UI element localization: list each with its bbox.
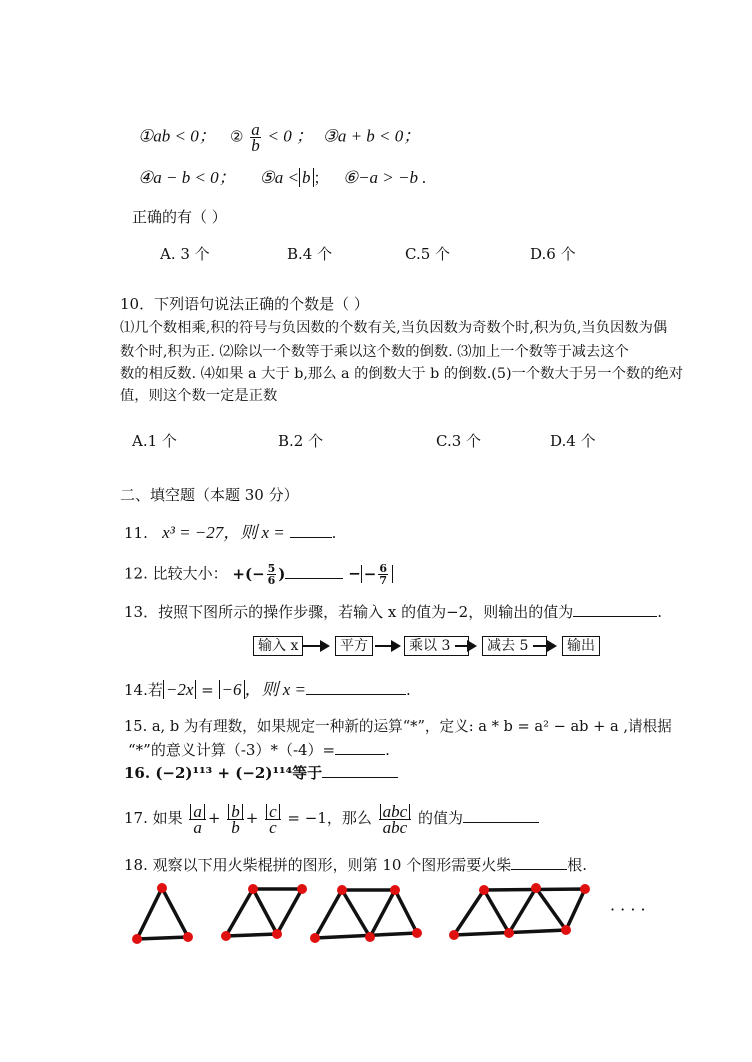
q11-end: . [331, 524, 337, 542]
match-heads [132, 883, 590, 944]
q15-end: . [385, 741, 390, 759]
q11-expr: x³ = −27，则 x = [162, 523, 285, 542]
q9-frac-den: b [251, 136, 260, 155]
q17-answer-blank[interactable] [463, 808, 539, 823]
q9-item3: ③a + b < 0； [322, 126, 421, 146]
q17-frac-a [189, 801, 206, 837]
q15-answer-blank[interactable] [335, 740, 385, 755]
q10-title: 10．下列语句说法正确的个数是（ ） [120, 295, 369, 313]
q17-c-den: c [269, 817, 277, 837]
q14-end: . [406, 681, 411, 699]
q17-frac-abc [379, 801, 412, 837]
q17-eq: = −1，那么 [287, 809, 372, 827]
q17-b-den: b [231, 817, 240, 837]
q18-text [124, 855, 587, 875]
q13-text [124, 602, 662, 622]
flow-subtract-box: 减去 5 [482, 636, 547, 656]
q12-a-close: ) [278, 564, 286, 583]
q14-b: −6 [219, 680, 245, 699]
q12-b-sign: − [363, 564, 377, 583]
q16-answer-blank[interactable] [322, 763, 398, 778]
q12-a-frac [267, 563, 277, 586]
q12-a-num: 5 [267, 562, 276, 575]
q18-question: 18. 观察以下用火柴棍拼的图形，则第 10 个图形需要火柴 [124, 856, 512, 874]
q17-frac-c [265, 801, 281, 837]
q10-option-c: C.3 个 [436, 432, 482, 450]
q12 [124, 563, 393, 586]
flow-square-box: 平方 [335, 636, 373, 656]
q17-a-abs: a [190, 804, 205, 819]
q12-b-abs [361, 562, 393, 587]
q9-item6: ⑥−a > −b . [342, 168, 427, 187]
q16-text: 16. (−2)¹¹³ + (−2)¹¹⁴等于 [124, 764, 323, 782]
q17-b-abs: b [228, 804, 243, 819]
q15-line2 [128, 740, 390, 760]
q10-body-2: 数个时,积为正. ⑵除以一个数等于乘以这个数的倒数. ⑶加上一个数等于减去这个 [120, 344, 629, 360]
q16 [124, 763, 398, 783]
q17-abc-den: abc [382, 817, 408, 837]
section-title: 二、填空题（本题 30 分） [120, 486, 299, 504]
q15-line1: 15. a, b 为有理数，如果规定一种新的运算“*”，定义: a * b = a² − ab + a ,请根据 [124, 718, 672, 735]
q12-text: 12. 比较大小： [124, 564, 228, 583]
q13-question: 13．按照下图所示的操作步骤，若输入 x 的值为−2，则输出的值为 [124, 603, 574, 621]
q11-num: 11. [124, 524, 148, 542]
q12-mid: − [348, 564, 361, 583]
q12-a-den: 6 [267, 574, 276, 587]
q17-post: 的值为 [417, 809, 463, 827]
q10-option-a: A.1 个 [132, 432, 177, 450]
flow-input-box: 输入 x [253, 636, 303, 656]
q13-answer-blank[interactable] [573, 602, 657, 617]
q10-option-b: B.2 个 [278, 432, 324, 450]
q11-answer-blank[interactable] [290, 523, 332, 538]
q9-option-d: D.6 个 [530, 245, 576, 263]
q11 [124, 523, 336, 543]
q13-end: . [657, 603, 662, 621]
flow-output-box: 输出 [562, 636, 600, 656]
q17-frac-b [227, 801, 244, 837]
q9-prompt: 正确的有（ ） [132, 208, 227, 226]
q9-line2 [138, 168, 426, 188]
q17-a-den: a [193, 817, 202, 837]
flow-arrow-3 [455, 645, 475, 647]
q18-end: 根. [567, 856, 588, 874]
figure-1 [137, 888, 188, 939]
figure-2 [226, 889, 302, 936]
q10-body-3: 数的相反数. ⑷如果 a 大于 b,那么 a 的倒数大于 b 的倒数.(5)一个数大于另一个数的绝对 [120, 366, 684, 382]
q12-b-den: 7 [379, 574, 387, 587]
q12-answer-blank[interactable] [285, 564, 343, 579]
q17: 17. 如果 $\frac{a}{a}$ + $\frac{b}{b}$ + $\frac{c}{c}$ = −1，那么 $\frac{\text{abc}}{\text{abc}}$ 的值为 [124, 800, 539, 836]
q10-body-4: 值，则这个数一定是正数 [120, 388, 278, 404]
q17-abc-abs: abc [380, 804, 411, 819]
q9-item2-rest: < 0 ； [267, 126, 314, 146]
q9-option-c: C.5 个 [405, 245, 451, 263]
q17-pre: 17. 如果 [124, 809, 183, 827]
q9-line1 [138, 122, 420, 153]
q9-frac-num: a [251, 120, 260, 139]
figure-3 [315, 890, 417, 938]
q10-body-1: ⑴几个数相乘,积的符号与负因数的个数有关,当负因数为奇数个时,积为负,当负因数为偶 [120, 320, 668, 336]
flow-multiply-box: 乘以 3 [404, 636, 469, 656]
flow-arrow-2 [375, 645, 399, 647]
q14-post: ，则 x = [244, 680, 307, 699]
q14-a: −2x [163, 680, 197, 699]
flow-arrow-4 [533, 645, 555, 647]
q9-item2-label: ② [230, 127, 244, 146]
flow-arrow-1 [302, 645, 328, 647]
q18-answer-blank[interactable] [511, 855, 567, 870]
q9-item5: ⑤a < [259, 168, 299, 187]
q9-option-a: A. 3 个 [160, 245, 210, 263]
q9-item1: ①ab < 0； [138, 126, 216, 146]
q9-fraction [250, 122, 261, 153]
q14-pre: 14.若 [124, 681, 163, 699]
q14-answer-blank[interactable] [306, 680, 406, 695]
q9-item5-abs: b [299, 168, 314, 187]
q9-item5-sep: ； [313, 169, 329, 187]
continuation-dots: · · · · [610, 900, 646, 919]
q9-item4: ④a − b < 0； [138, 168, 236, 187]
q17-c-abs: c [266, 804, 280, 819]
q15-line2-text: “*”的意义计算（-3）*（-4）= [128, 741, 336, 759]
q9-option-b: B.4 个 [287, 245, 333, 263]
figure-4 [454, 888, 585, 935]
q12-b-frac [378, 563, 388, 586]
q12-b-num: 6 [379, 562, 387, 575]
q14-eq: = [201, 681, 214, 699]
q10-option-d: D.4 个 [550, 432, 596, 450]
q12-a: +(− [232, 564, 265, 583]
q14 [124, 680, 411, 700]
